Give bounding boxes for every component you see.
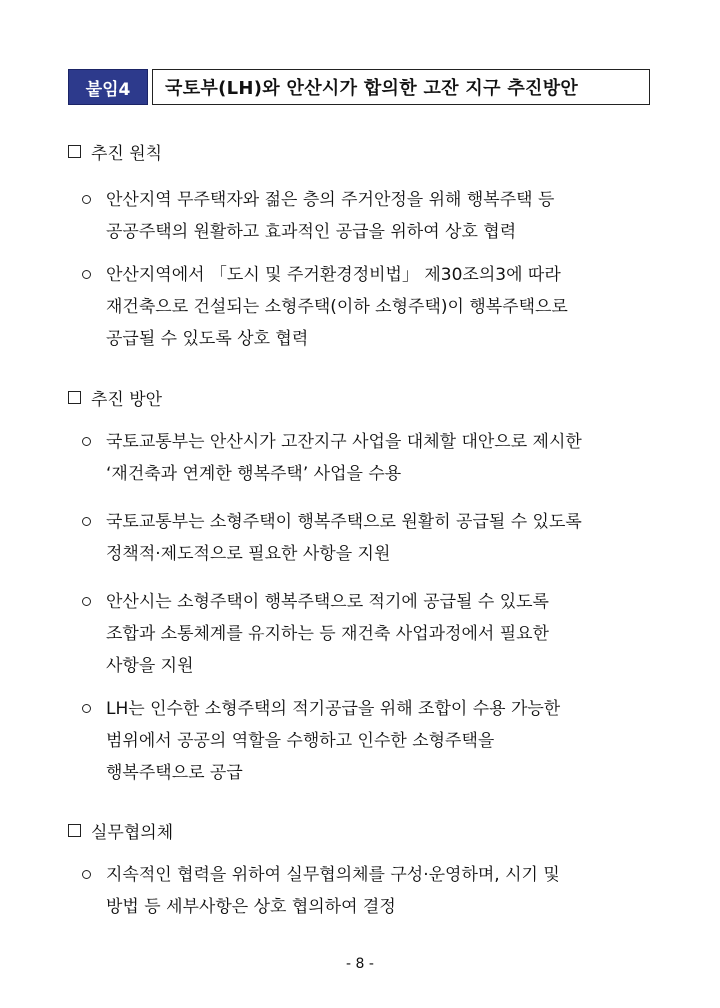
page-number: - 8 - bbox=[346, 956, 374, 972]
list-item: 안산지역에서 「도시 및 주거환경정비법」 제30조의3에 따라 재건축으로 건설되는 소형주택(이하 소형주택)이 행복주택으로 공급될 수 있도록 상호 협력 bbox=[82, 259, 662, 355]
checkbox-square-icon bbox=[68, 145, 81, 158]
list-item: 지속적인 협력을 위하여 실무협의체를 구성·운영하며, 시기 및 방법 등 세부사항은 상호 협의하여 결정 bbox=[82, 859, 662, 923]
circle-bullet-icon bbox=[82, 426, 100, 458]
checkbox-square-icon bbox=[68, 391, 81, 404]
circle-bullet-icon bbox=[82, 859, 100, 891]
circle-bullet-icon bbox=[82, 506, 100, 538]
checkbox-square-icon bbox=[68, 824, 81, 837]
attachment-title: 국토부(LH)와 안산시가 합의한 고잔 지구 추진방안 bbox=[152, 69, 650, 105]
section-heading: 실무협의체 bbox=[68, 818, 173, 843]
circle-bullet-icon bbox=[82, 586, 100, 618]
list-item: 안산지역 무주택자와 젊은 층의 주거안정을 위해 행복주택 등 공공주택의 원활하고 효과적인 공급을 위하여 상호 협력 bbox=[82, 184, 662, 248]
circle-bullet-icon bbox=[82, 259, 100, 291]
circle-bullet-icon bbox=[82, 184, 100, 216]
section-heading: 추진 방안 bbox=[68, 385, 162, 410]
list-item: 국토교통부는 소형주택이 행복주택으로 원활히 공급될 수 있도록 정책적·제도적으로 필요한 사항을 지원 bbox=[82, 506, 662, 570]
circle-bullet-icon bbox=[82, 693, 100, 725]
list-item: LH는 인수한 소형주택의 적기공급을 위해 조합이 수용 가능한 범위에서 공공의 역할을 수행하고 인수한 소형주택을 행복주택으로 공급 bbox=[82, 693, 662, 789]
list-item: 국토교통부는 안산시가 고잔지구 사업을 대체할 대안으로 제시한 ‘재건축과 연계한 행복주택’ 사업을 수용 bbox=[82, 426, 662, 490]
attachment-header bbox=[68, 69, 650, 105]
list-item: 안산시는 소형주택이 행복주택으로 적기에 공급될 수 있도록 조합과 소통체계를 유지하는 등 재건축 사업과정에서 필요한 사항을 지원 bbox=[82, 586, 662, 682]
section-heading: 추진 원칙 bbox=[68, 139, 162, 164]
attachment-badge: 붙임4 bbox=[68, 69, 148, 105]
